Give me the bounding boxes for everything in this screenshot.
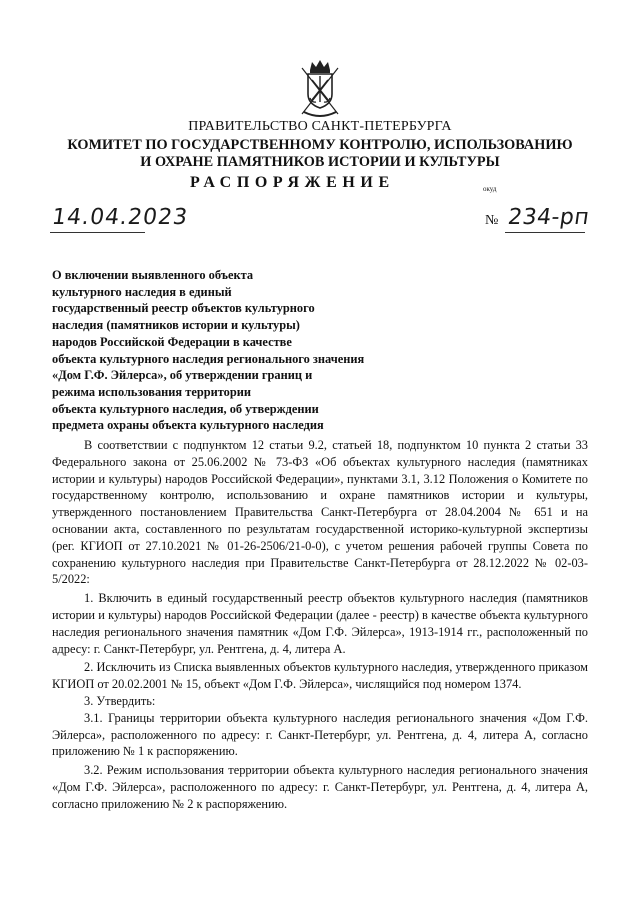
- government-name: ПРАВИТЕЛЬСТВО САНКТ-ПЕТЕРБУРГА: [188, 119, 452, 134]
- handwritten-number: 234-рп: [506, 205, 592, 230]
- subject-line: народов Российской Федерации в качестве: [52, 334, 292, 349]
- item-3-paragraph: 3. Утвердить:: [84, 693, 156, 708]
- subject-line: объекта культурного наследия, об утверждении: [52, 401, 319, 416]
- committee-line: КОМИТЕТ ПО ГОСУДАРСТВЕННОМУ КОНТРОЛЮ, ИСПОЛЬЗОВАНИЮ: [67, 137, 573, 153]
- subject-line: режима использования территории: [52, 384, 252, 399]
- date-underline: [50, 232, 145, 233]
- document-body: [52, 437, 588, 813]
- subject-line: «Дом Г.Ф. Эйлерса», об утверждении границ и: [52, 368, 313, 383]
- subject-line: предмета охраны объекта культурного наследия: [52, 418, 324, 433]
- item-3-2-paragraph: 3.2. Режим использования территории объекта культурного наследия регионального значения «Дом Г.Ф. Эйлерса», расположенного по адресу: г. Санкт-Петербург, ул. Рентгена, д. 4, литера А, согласно приложению № 2 к распоряжению.: [52, 763, 588, 811]
- document-type-title: РАСПОРЯЖЕНИЕ: [190, 174, 395, 191]
- number-prefix: №: [485, 213, 499, 228]
- item-3-1-paragraph: 3.1. Границы территории объекта культурного наследия регионального значения «Дом Г.Ф. Эйлерса», расположенного по адресу: г. Санкт-Петербург, ул. Рентгена, д. 4, литера А, согласно приложению № 1 к распоряжению.: [52, 710, 588, 759]
- number-underline: [505, 232, 585, 233]
- subject-line: наследия (памятников истории и культуры): [52, 318, 300, 333]
- item-1-paragraph: 1. Включить в единый государственный реестр объектов культурного наследия (памятников истории и культуры) народов Российской Федерации (далее - реестр) в качестве объекта культурного наследия регионального значения памятник «Дом Г.Ф. Эйлерса», 1913-1914 гг., расположенный по адресу: г. Санкт-Петербург, ул. Рентгена, д. 4, литера А.: [52, 591, 588, 656]
- committee-line: И ОХРАНЕ ПАМЯТНИКОВ ИСТОРИИ И КУЛЬТУРЫ: [140, 154, 500, 170]
- subject-line: культурного наследия в единый: [52, 284, 232, 299]
- item-2-paragraph: 2. Исключить из Списка выявленных объектов культурного наследия, утвержденного приказом КГИОП от 20.02.2001 № 15, объект «Дом Г.Ф. Эйлерса», числящийся под номером 1374.: [52, 660, 588, 692]
- subject-line: объекта культурного наследия регионального значения: [52, 351, 365, 366]
- st-petersburg-coat-of-arms-icon: [296, 58, 344, 120]
- handwritten-date: 14.04.2023: [50, 205, 190, 230]
- subject-line: О включении выявленного объекта: [52, 268, 254, 282]
- committee-name: [0, 137, 640, 171]
- preamble-paragraph: В соответствии с подпунктом 12 статьи 9.2, статьей 18, подпунктом 10 пункта 2 статьи 33 Федерального закона от 25.06.2002 № 73-ФЗ «Об объектах культурного наследия (памятниках истории и культуры) народов Российской Федерации», пунктами 3.1, 3.12 Положения о Комитете по государственному контролю, использованию и охране памятников истории и культуры, утвержденного постановлением Правительства Санкт-Петербурга от 28.04.2004 № 651 и на основании акта, составленного по результатам государственной историко-культурной экспертизы (рег. КГИОП от 27.10.2021 № 01-26-2506/21-0-0), с учетом решения рабочей группы Совета по сохранению культурного наследия при Правительстве Санкт-Петербурга от 28.12.2022 № 02-03-5/2022:: [52, 438, 588, 587]
- document-subject: [52, 267, 382, 434]
- subject-line: государственный реестр объектов культурного: [52, 301, 315, 316]
- okud-label: окуд: [483, 185, 497, 193]
